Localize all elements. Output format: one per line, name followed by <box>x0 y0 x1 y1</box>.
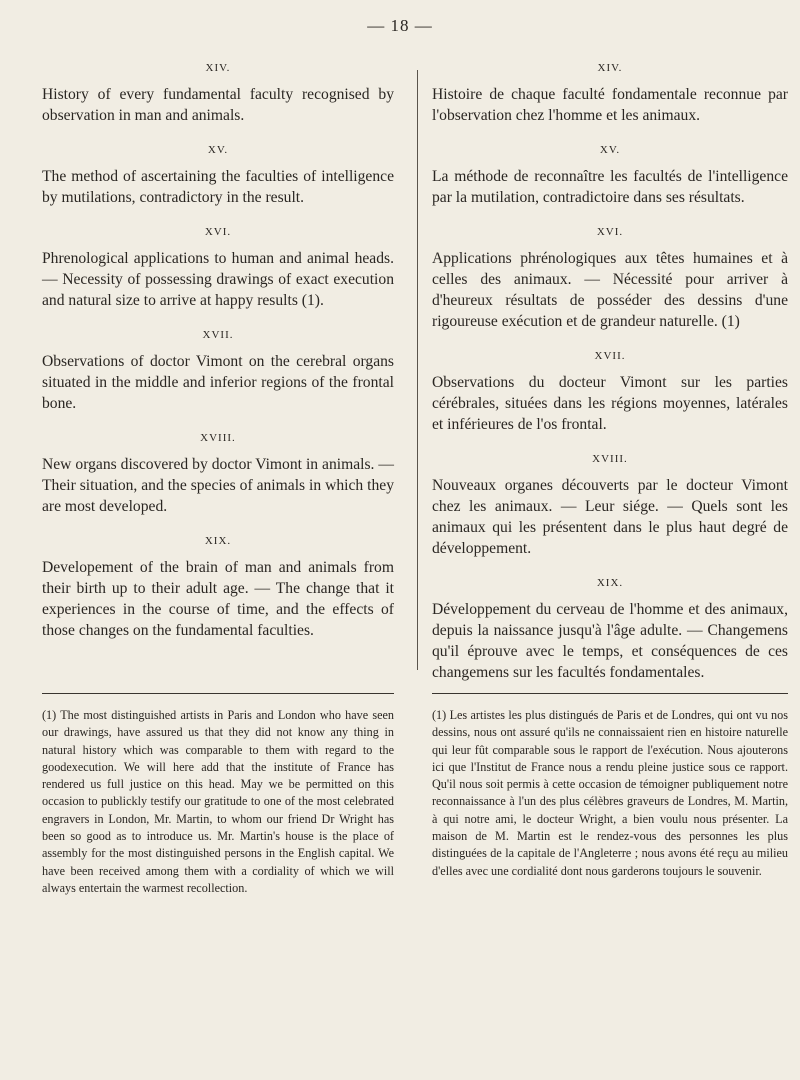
section-numeral: XV. <box>599 144 621 156</box>
section-text: Phrenological applications to human and animal heads. — Necessity of possessing drawings of exact execution and natural size to arrive at happy results (1). <box>42 250 394 309</box>
section-xiv-en <box>42 58 394 126</box>
section-numeral: XVI. <box>204 226 232 238</box>
section-text: History of every fundamental faculty recognised by observation in man and animals. <box>42 86 394 124</box>
section-numeral: XV. <box>207 144 229 156</box>
footnote-rule-fr <box>432 693 788 694</box>
section-text: Applications phrénologiques aux têtes humaines et à celles des animaux. — Nécessité pour arriver à d'heureux résultats de posséder des dessins d'une rigoureuse exécution et de grandeur naturelle. (1) <box>432 250 788 330</box>
section-xvi-en <box>42 222 394 311</box>
section-text: The method of ascertaining the faculties of intelligence by mutilations, contradictory in the result. <box>42 168 394 206</box>
footnote-en: (1) The most distinguished artists in Paris and London who have seen our drawings, have assured us that they did not know any thing in natural history which was comparable to them with regard to the goodexecution. We will here add that the institute of France has rendered us full justice on this head. May we be permitted on this occasion to publickly testify our gratitude to one of the most celebrated engravers in London, Mr. Martin, to whom our friend Dr Wright has been so good as to introduce us. Mr. Martin's house is the place of assembly for the most distinguished persons in the English capital. We have been received among them with a cordiality of which we will always entertain the warmest recollection. <box>42 708 394 895</box>
english-column <box>42 58 394 655</box>
section-xvi-fr <box>432 222 788 332</box>
section-numeral: XVII. <box>594 350 626 362</box>
section-xix-en <box>42 531 394 641</box>
section-text: La méthode de reconnaître les facultés de l'intelligence par la mutilation, contradictoire dans ses résultats. <box>432 168 788 206</box>
section-text: Histoire de chaque faculté fondamentale reconnue par l'observation chez l'homme et les animaux. <box>432 86 788 124</box>
section-xv-fr <box>432 140 788 208</box>
section-numeral: XIV. <box>597 62 623 74</box>
section-numeral: XIV. <box>205 62 231 74</box>
section-xviii-en <box>42 428 394 517</box>
section-text: Developement of the brain of man and animals from their birth up to their adult age. — The change that it experiences in the course of time, and the effects of those changes on the fundamental faculties. <box>42 559 394 639</box>
footnote-fr: (1) Les artistes les plus distingués de Paris et de Londres, qui ont vu nos dessins, nous ont assuré qu'ils ne connaissaient rien en histoire naturelle qui leur fût comparable sous le rapport de l'exécution. Nous ajouterons ici que l'Institut de France nous a rendu pleine justice sous ce rapport. Qu'il nous soit permis à cette occasion de témoigner publiquement notre reconnaissance à l'un des plus célèbres graveurs de Londres, M. Martin, à qui notre ami, le docteur Wright, a bien voulu nous présenter. La maison de M. Martin est le rendez-vous des personnes les plus distinguées de la capitale de l'Angleterre ; nous avons été reçu au milieu d'elles avec une cordialité dont nous garderons toujours le souvenir. <box>432 708 788 878</box>
section-xviii-fr <box>432 449 788 559</box>
page-number: — 18 — <box>367 16 433 35</box>
section-xvii-fr <box>432 346 788 435</box>
section-numeral: XIX. <box>204 535 232 547</box>
section-text: Observations du docteur Vimont sur les parties cérébrales, situées dans les régions moyennes, latérales et inférieures de l'os frontal. <box>432 374 788 433</box>
section-xiv-fr <box>432 58 788 126</box>
section-xix-fr <box>432 573 788 683</box>
section-numeral: XVII. <box>202 329 234 341</box>
footnote-rule-en <box>42 693 394 694</box>
section-numeral: XVIII. <box>200 432 236 444</box>
section-xvii-en <box>42 325 394 414</box>
french-column <box>432 58 788 697</box>
section-numeral: XIX. <box>596 577 624 589</box>
section-numeral: XVI. <box>596 226 624 238</box>
section-numeral: XVIII. <box>592 453 628 465</box>
column-divider <box>417 70 418 670</box>
section-xv-en <box>42 140 394 208</box>
section-text: Observations of doctor Vimont on the cerebral organs situated in the middle and inferior regions of the frontal bone. <box>42 353 394 412</box>
section-text: New organs discovered by doctor Vimont in animals. — Their situation, and the species of animals in which they are most developed. <box>42 456 394 515</box>
section-text: Nouveaux organes découverts par le docteur Vimont chez les animaux. — Leur siége. — Quels sont les animaux qui les présentent dans le plus haut degré de développement. <box>432 477 788 557</box>
section-text: Développement du cerveau de l'homme et des animaux, depuis la naissance jusqu'à l'âge adulte. — Changemens qu'il éprouve avec le temps, et conséquences de ces changemens sur les facultés fondamentales. <box>432 601 788 681</box>
